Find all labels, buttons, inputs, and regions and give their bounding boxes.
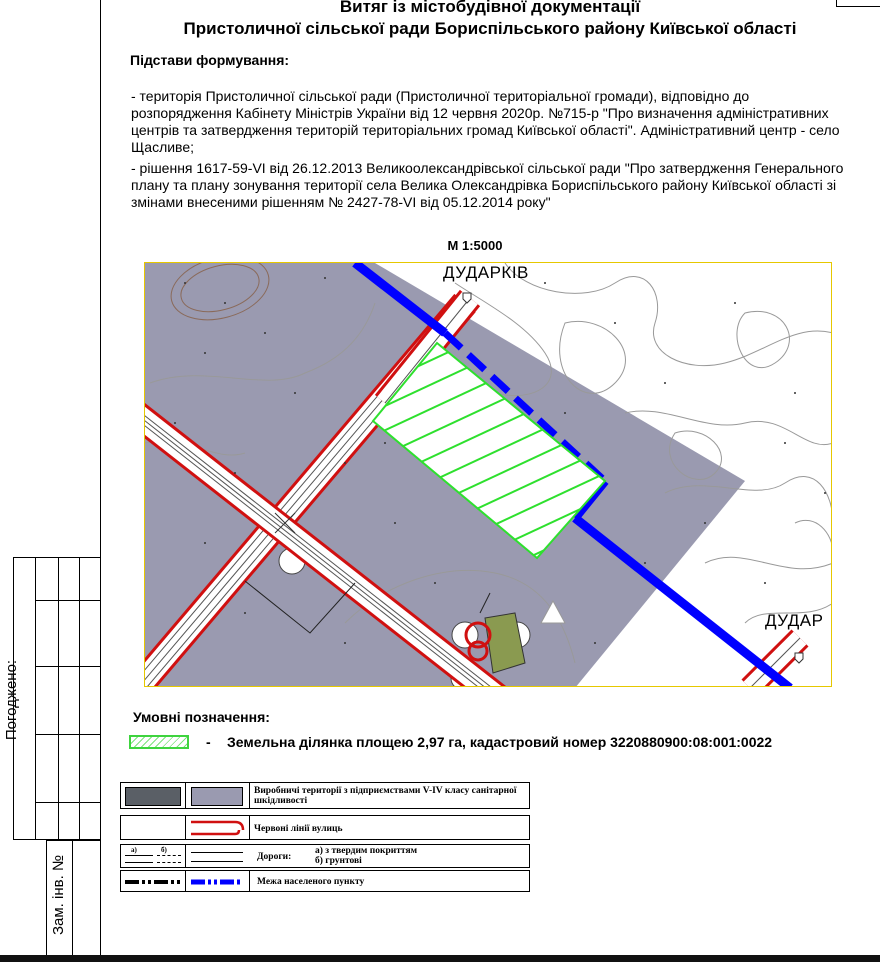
legend-heading: Умовні позначення: — [133, 709, 270, 725]
legend-divider — [185, 845, 186, 867]
road-label-a: а) — [131, 846, 137, 854]
approval-stamp-block — [13, 557, 101, 840]
basis-heading: Підстави формування: — [130, 52, 290, 68]
stamp-divider — [72, 841, 73, 955]
legend-divider — [249, 871, 250, 891]
road-paved-swatch — [125, 855, 153, 863]
legend-industrial-text: Виробничі території з підприємствами V-IV класу санітарної шкідливості — [254, 786, 517, 806]
road-double-swatch — [191, 852, 243, 862]
stamp-row-line — [36, 734, 100, 735]
stamp-row-line — [36, 600, 100, 601]
map-drawing — [145, 263, 832, 687]
document-title — [100, 0, 880, 40]
industrial-light-swatch — [191, 787, 243, 806]
title-line-2: Пристоличної сільської ради Бориспільського району Київської області — [183, 19, 797, 38]
legend-roads-title: Дороги: — [257, 852, 292, 862]
road-label-b: б) — [161, 846, 167, 854]
legend-row-red-lines — [120, 815, 530, 840]
page-bottom-edge — [0, 955, 880, 962]
map-scale: М 1:5000 — [447, 238, 503, 253]
legend-divider — [185, 871, 186, 891]
legend-row-roads — [120, 844, 530, 868]
zoning-map — [144, 262, 832, 687]
legend-divider — [185, 816, 186, 839]
parcel-description: Земельна ділянка площею 2,97 га, кадастровий номер 3220880900:08:001:0022 — [227, 734, 773, 750]
settlement-label-dudarkiv: ДУДАРКІВ — [443, 263, 529, 282]
title-line-1: Витяг із містобудівної документації — [339, 0, 641, 16]
industrial-dark-swatch — [125, 787, 181, 806]
road-dirt-swatch — [157, 855, 181, 863]
inventory-label: Зам. інв. № — [50, 854, 67, 936]
boundary-black-swatch — [123, 877, 183, 887]
legend-boundary-text: Межа населеного пункту — [257, 877, 365, 887]
boundary-blue-swatch — [189, 877, 245, 887]
legend-dash: - — [206, 734, 211, 750]
basis-paragraph-1: - територія Пристоличної сільської ради (Пристоличної територіальної громади), відповідно до розпорядження Кабінету Міністрів України від 12 червня 2020р. №715-р "Про визначення адміністративних центрів та затвердження територій територіальних громад Київської області". Адміністративний центр - село Щасливе; — [131, 88, 840, 155]
basis-paragraph-2: - рішення 1617-59-VI від 26.12.2013 Великоолександрівської сільської ради "Про затвердження Генерального плану та плану зонування території села Велика Олександрівка Бориспільського району Київської області зі змінами внесеними рішенням № 2427-78-VI від 05.12.2014 року" — [131, 160, 844, 210]
legend-divider — [185, 783, 186, 808]
settlement-label-dudar: ДУДАР — [765, 611, 824, 630]
legend-roads-paved: а) з твердим покриттям — [315, 846, 418, 856]
legend-divider — [249, 816, 250, 839]
stamp-row-line — [36, 666, 100, 667]
legend-row-industrial — [120, 782, 530, 809]
legend-divider — [249, 783, 250, 808]
legend-red-lines-text: Червоні лінії вулиць — [254, 824, 343, 834]
legend-row-boundary — [120, 870, 530, 892]
parcel-hatch-swatch — [129, 735, 189, 749]
stamp-row-line — [36, 802, 100, 803]
red-line-swatch — [187, 818, 247, 838]
legend-roads-dirt: б) грунтові — [315, 856, 362, 866]
legend-parcel-entry — [129, 735, 849, 753]
agreed-label: Погоджено: — [3, 659, 20, 741]
